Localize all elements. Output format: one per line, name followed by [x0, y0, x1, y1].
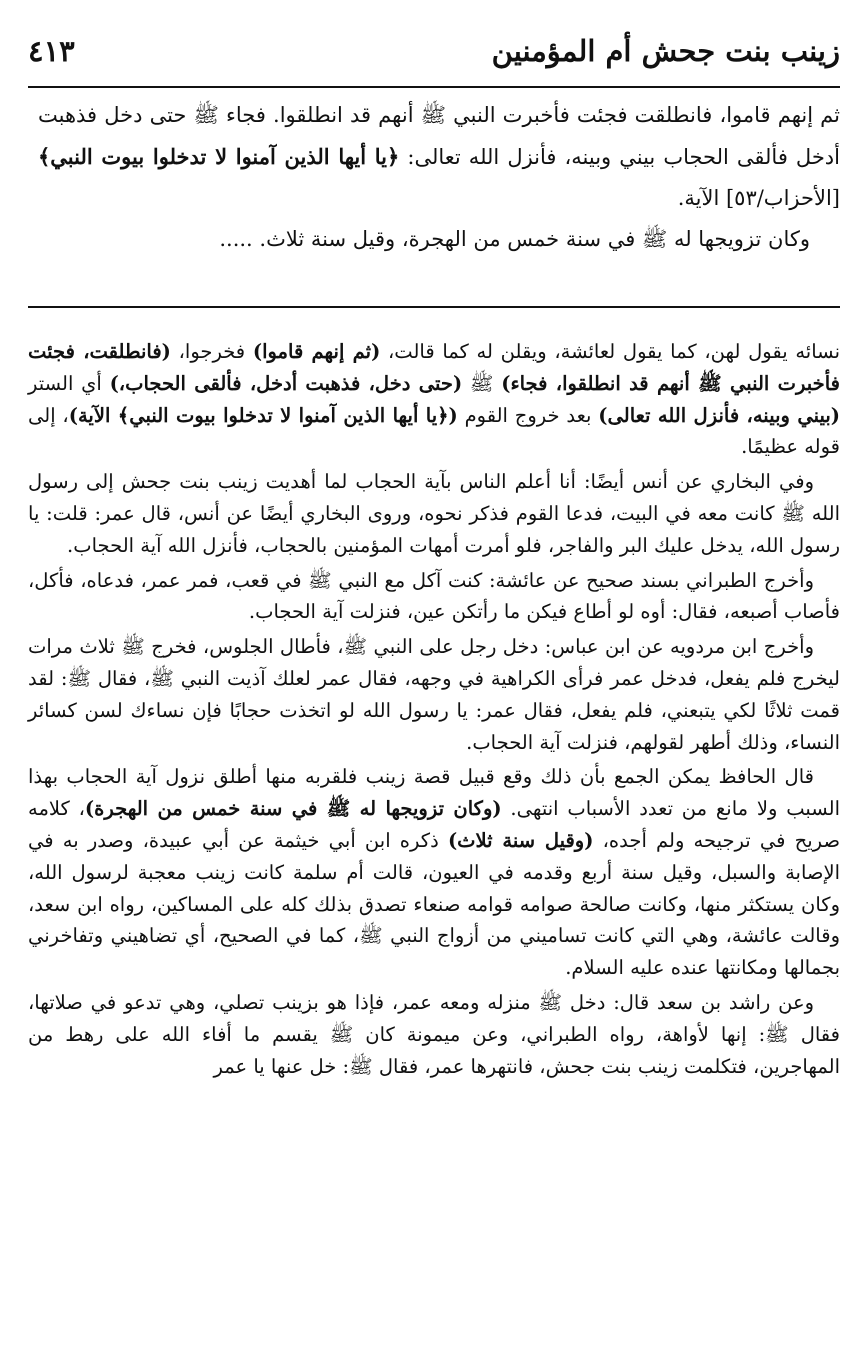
quoted-matn-phrase: (﴿يا أيها الذين آمنوا لا تدخلوا بيوت النبي﴾ الآية) [68, 403, 458, 427]
sharh-text: قال الحافظ يمكن الجمع بأن ذلك وقع قبيل قصة زينب فلقربه منها أطلق نزول آية الحجاب بهذا السبب ولا مانع من تعدد الأسباب انتهى. [28, 765, 840, 821]
quoted-matn-phrase: (حتى دخل، فذهبت أدخل، فألقى الحجاب،) [109, 371, 463, 395]
sharh-paragraph [28, 336, 840, 463]
matn-text: [الأحزاب/٥٣] الآية. [677, 186, 840, 210]
sharh-text: فخرجوا، [170, 340, 253, 363]
sharh-paragraph: وأخرج ابن مردويه عن ابن عباس: دخل رجل على النبي ﷺ، فأطال الجلوس، فخرج ﷺ ثلاث مرات ليخرج فلم يفعل، فدخل عمر فرأى الكراهية في وجهه، فقال عمر لعلك آذيت النبي ﷺ، فقال ﷺ: لقد قمت ثلاثًا لكي يتبعني، فلم يفعل، فقال عمر: يا رسول الله لو اتخذت حجابًا فإن نساءك لسن كسائر النساء، وذلك أطهر لقولهم، فنزلت آية الحجاب. [28, 635, 840, 754]
page-number: ٤١٣ [28, 34, 75, 68]
sharh-text: ، إلى قوله عظيمًا. [28, 403, 840, 459]
sharh-text: بعد خروج القوم [457, 403, 599, 427]
sharh-text-block [28, 336, 840, 1085]
quoted-matn-phrase: (فانطلقت، فجئت فأخبرت النبي ﷺ أنهم قد انطلقوا، فجاء) [28, 340, 840, 395]
quran-verse: ﴿يا أيها الذين آمنوا لا تدخلوا بيوت النبي﴾ [38, 144, 400, 169]
header-divider [28, 86, 840, 88]
sharh-paragraph: وعن راشد بن سعد قال: دخل ﷺ منزله ومعه عمر، فإذا هو بزينب تصلي، وهي تدعو في صلاتها، فقال ﷺ: إنها لأواهة، رواه الطبراني، وعن ميمونة كان ﷺ يقسم ما أفاء الله على رهط من المهاجرين، فتكلمت زينب بنت جحش، فانتهرها عمر، فقال ﷺ: خل عنها يا عمر [28, 990, 840, 1078]
sharh-text: أي الستر [28, 371, 110, 395]
quoted-matn-phrase: (وكان تزويجها له ﷺ في سنة خمس من الهجرة) [84, 797, 502, 821]
matn-sharh-divider [28, 306, 840, 308]
sharh-text: نسائه يقول لهن، كما يقول لعائشة، ويقلن له كما قالت، [380, 340, 841, 363]
quoted-matn-phrase: (وقيل سنة ثلاث) [447, 828, 594, 852]
quoted-matn-phrase: (ثم إنهم قاموا) [252, 340, 381, 363]
sharh-paragraph: وفي البخاري عن أنس أيضًا: أنا أعلم الناس بآية الحجاب لما أهديت زينب بنت جحش إلى رسول الله ﷺ كانت معه في البيت، فدعا القوم فذكر نحوه، وروى البخاري أيضًا عن أنس، قال عمر: قلت: يا رسول الله، يدخل عليك البر والفاجر، فلو أمرت أمهات المؤمنين بالحجاب، فأنزل الله آية الحجاب. [28, 470, 840, 557]
sharh-paragraph: وأخرج الطبراني بسند صحيح عن عائشة: كنت آكل مع النبي ﷺ في قعب، فمر عمر، فدعاه، فأكل، فأصاب أصبعه، فقال: أوه لو أطاع فيكن ما رأتكن عين، فنزلت آية الحجاب. [28, 568, 840, 624]
matn-text: ثم إنهم قاموا، فانطلقت فجئت فأخبرت النبي ﷺ أنهم قد انطلقوا. فجاء ﷺ حتى دخل فذهبت أدخل فألقى الحجاب بيني وبينه، فأنزل الله تعالى: [38, 103, 840, 169]
quoted-matn-phrase: (بيني وبينه، فأنزل الله تعالى) [598, 403, 840, 427]
matn-paragraph [38, 95, 840, 219]
sharh-text: ، كلامه صريح في ترجيحه ولم أجده، [28, 797, 841, 852]
matn-text-block [38, 95, 840, 260]
matn-paragraph: وكان تزويجها له ﷺ في سنة خمس من الهجرة، وقيل سنة ثلاث. ..... [219, 227, 810, 251]
sharh-paragraph [28, 761, 840, 984]
sharh-text: ذكره ابن أبي خيثمة عن أبي عبيدة، وصدر به في الإصابة والسبل، وقيل سنة أربع وقدمه في العيون، قالت أم سلمة كانت زينب معجبة لرسول الله، وكان يستكثر منها، وكانت صالحة صوامه قوامه صنعاء تصدق بذلك كله على المساكين، رواه ابن سعد، وقالت عائشة، وهي التي كانت تساميني من أزواج النبي ﷺ، كما في الصحيح، أي تضاهيني وتفاخرني بجمالها ومكانتها عنده عليه السلام. [28, 828, 840, 980]
page-header [28, 18, 840, 68]
running-title: زينب بنت جحش أم المؤمنين [491, 34, 840, 68]
sharh-text: ﷺ [462, 371, 502, 395]
